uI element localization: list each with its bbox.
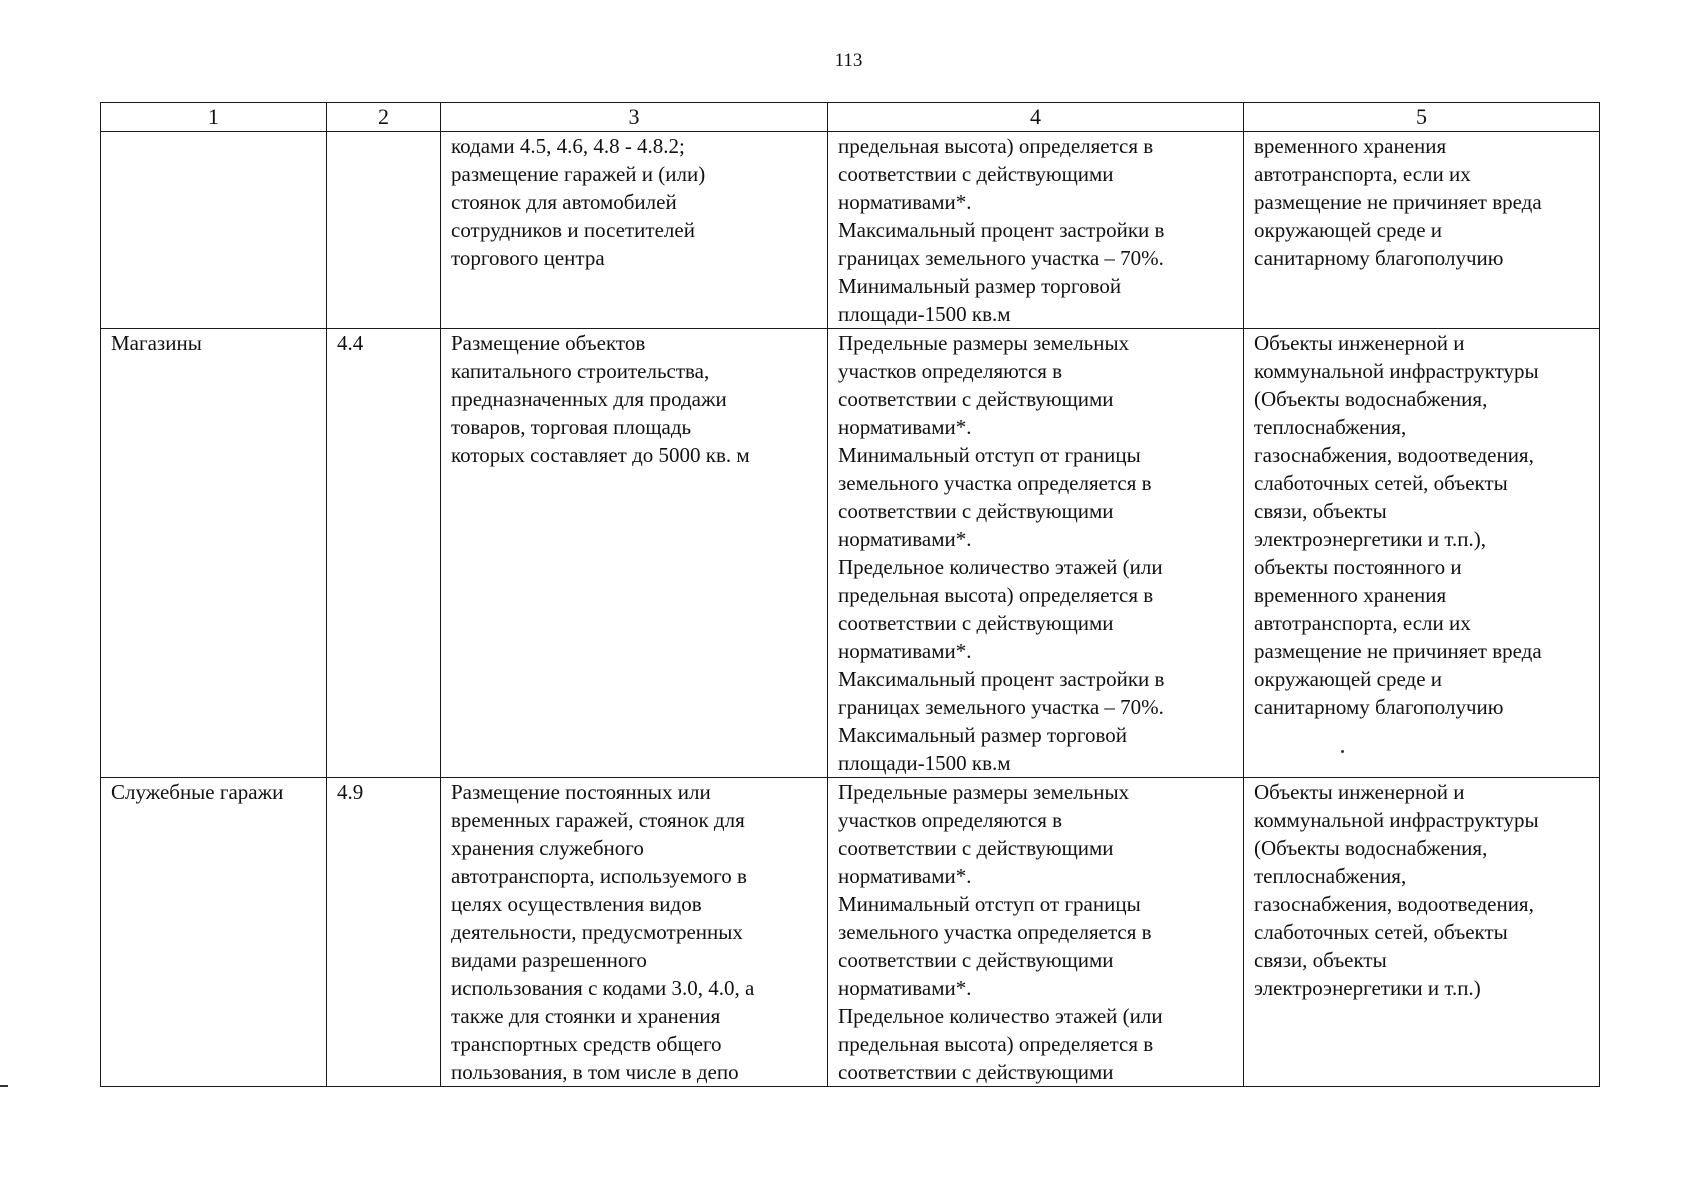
cell-text-line: временного хранения xyxy=(1254,583,1447,607)
cell-text-line: нормативами*. xyxy=(838,976,972,1000)
cell-text-line: окружающей среде и xyxy=(1254,667,1443,691)
cell-text-line: нормативами*. xyxy=(838,527,972,551)
cell-text-line: (Объекты водоснабжения, xyxy=(1254,836,1488,860)
cell-text-line: временных гаражей, стоянок для xyxy=(451,808,745,832)
cell-text-line: соответствии с действующими xyxy=(838,387,1114,411)
cell-text-line: Служебные гаражи xyxy=(111,780,284,804)
cell-text-line: связи, объекты xyxy=(1254,948,1387,972)
cell-text-line: Минимальный отступ от границы xyxy=(838,892,1141,916)
cell-text-line: Объекты инженерной и xyxy=(1254,331,1465,355)
cell-text-line: электроэнергетики и т.п.), xyxy=(1254,527,1486,551)
cell-text-line: размещение гаражей и (или) xyxy=(451,162,706,186)
cell-text-line: видами разрешенного xyxy=(451,948,647,972)
cell-text-line: санитарному благополучию xyxy=(1254,695,1504,719)
cell-text-line: границах земельного участка – 70%. xyxy=(838,695,1164,719)
cell-text-line: Объекты инженерной и xyxy=(1254,780,1465,804)
cell-text-line: также для стоянки и хранения xyxy=(451,1004,721,1028)
cell-text-line: слаботочных сетей, объекты xyxy=(1254,920,1508,944)
cell-text-line: Минимальный отступ от границы xyxy=(838,443,1141,467)
cell-text-line: нормативами*. xyxy=(838,864,972,888)
cell-text-line: теплоснабжения, xyxy=(1254,864,1407,888)
table-cell-col3 xyxy=(441,778,828,1087)
cell-text-line: границах земельного участка – 70%. xyxy=(838,246,1164,270)
cell-text-line: газоснабжения, водоотведения, xyxy=(1254,892,1534,916)
cell-text-line: временного хранения xyxy=(1254,134,1447,158)
cell-text-line: автотранспорта, если их xyxy=(1254,162,1471,186)
cell-text-line: нормативами*. xyxy=(838,639,972,663)
cell-text-line: сотрудников и посетителей xyxy=(451,218,695,242)
cell-text-line: Предельные размеры земельных xyxy=(838,331,1130,355)
cell-text-line: Магазины xyxy=(111,331,202,355)
table-cell-col1 xyxy=(101,778,327,1087)
regulations-table xyxy=(100,102,1600,1087)
cell-text-line: санитарному благополучию xyxy=(1254,246,1504,270)
cell-text-line: площади-1500 кв.м xyxy=(838,302,1011,326)
cell-text-line: соответствии с действующими xyxy=(838,162,1114,186)
cell-text-line: (Объекты водоснабжения, xyxy=(1254,387,1488,411)
cell-text-line: соответствии с действующими xyxy=(838,611,1114,635)
scan-dot-mark xyxy=(1341,750,1344,753)
cell-text-line: слаботочных сетей, объекты xyxy=(1254,471,1508,495)
cell-text-line: участков определяются в xyxy=(838,808,1063,832)
table-row xyxy=(101,132,1600,329)
cell-text-line: целях осуществления видов xyxy=(451,892,702,916)
table-cell-col5 xyxy=(1244,329,1600,778)
table-cell-col3 xyxy=(441,329,828,778)
cell-text-line: размещение не причиняет вреда xyxy=(1254,639,1542,663)
cell-text-line: коммунальной инфраструктуры xyxy=(1254,808,1539,832)
table-cell-col4 xyxy=(828,329,1244,778)
cell-text-line: площади-1500 кв.м xyxy=(838,751,1011,775)
cell-text-line: кодами 4.5, 4.6, 4.8 - 4.8.2; xyxy=(451,134,685,158)
header-cell-1: 1 xyxy=(101,103,327,132)
cell-text-line: предельная высота) определяется в xyxy=(838,134,1154,158)
table-cell-col5 xyxy=(1244,778,1600,1087)
cell-text-line: предельная высота) определяется в xyxy=(838,1032,1154,1056)
cell-text-line: транспортных средств общего xyxy=(451,1032,722,1056)
cell-text-line: соответствии с действующими xyxy=(838,948,1114,972)
cell-text-line: Максимальный процент застройки в xyxy=(838,218,1165,242)
cell-text-line: Минимальный размер торговой xyxy=(838,274,1122,298)
cell-text-line: электроэнергетики и т.п.) xyxy=(1254,976,1481,1000)
cell-text-line: участков определяются в xyxy=(838,359,1063,383)
cell-text-line: связи, объекты xyxy=(1254,499,1387,523)
cell-text-line: использования с кодами 3.0, 4.0, а xyxy=(451,976,755,1000)
cell-text-line: Максимальный процент застройки в xyxy=(838,667,1165,691)
cell-text-line: капитального строительства, xyxy=(451,359,710,383)
cell-text-line: 4.4 xyxy=(337,331,364,355)
table-cell-col2 xyxy=(327,329,441,778)
cell-text-line: предельная высота) определяется в xyxy=(838,583,1154,607)
page-number: 113 xyxy=(834,50,863,71)
cell-text-line: окружающей среде и xyxy=(1254,218,1443,242)
cell-text-line: 4.9 xyxy=(337,780,364,804)
cell-text-line: товаров, торговая площадь xyxy=(451,415,692,439)
cell-text-line: земельного участка определяется в xyxy=(838,920,1152,944)
cell-text-line: соответствии с действующими xyxy=(838,1060,1114,1084)
cell-text-line: объекты постоянного и xyxy=(1254,555,1462,579)
cell-text-line: торгового центра xyxy=(451,246,605,270)
header-cell-2: 2 xyxy=(327,103,441,132)
cell-text-line: Размещение постоянных или xyxy=(451,780,711,804)
cell-text-line: земельного участка определяется в xyxy=(838,471,1152,495)
cell-text-line: Размещение объектов xyxy=(451,331,646,355)
cell-text-line: коммунальной инфраструктуры xyxy=(1254,359,1539,383)
header-cell-4: 4 xyxy=(828,103,1244,132)
cell-text-line: которых составляет до 5000 кв. м xyxy=(451,443,750,467)
cell-text-line: Предельное количество этажей (или xyxy=(838,1004,1163,1028)
table-row xyxy=(101,329,1600,778)
margin-tick-mark xyxy=(0,1085,8,1087)
table-cell-col2 xyxy=(327,132,441,329)
cell-text-line: деятельности, предусмотренных xyxy=(451,920,743,944)
cell-text-line: нормативами*. xyxy=(838,190,972,214)
header-cell-3: 3 xyxy=(441,103,828,132)
cell-text-line: размещение не причиняет вреда xyxy=(1254,190,1542,214)
table-cell-col1 xyxy=(101,329,327,778)
table-cell-col1 xyxy=(101,132,327,329)
cell-text-line: автотранспорта, используемого в xyxy=(451,864,747,888)
cell-text-line: теплоснабжения, xyxy=(1254,415,1407,439)
cell-text-line: газоснабжения, водоотведения, xyxy=(1254,443,1534,467)
table-cell-col4 xyxy=(828,132,1244,329)
table-row xyxy=(101,778,1600,1087)
header-cell-5: 5 xyxy=(1244,103,1600,132)
cell-text-line: предназначенных для продажи xyxy=(451,387,727,411)
cell-text-line: соответствии с действующими xyxy=(838,499,1114,523)
table-cell-col3 xyxy=(441,132,828,329)
cell-text-line: нормативами*. xyxy=(838,415,972,439)
cell-text-line: соответствии с действующими xyxy=(838,836,1114,860)
cell-text-line: Предельное количество этажей (или xyxy=(838,555,1163,579)
table-cell-col5 xyxy=(1244,132,1600,329)
cell-text-line: Предельные размеры земельных xyxy=(838,780,1130,804)
cell-text-line: стоянок для автомобилей xyxy=(451,190,677,214)
table-cell-col2 xyxy=(327,778,441,1087)
table-header-row xyxy=(101,103,1600,132)
table-cell-col4 xyxy=(828,778,1244,1087)
cell-text-line: автотранспорта, если их xyxy=(1254,611,1471,635)
cell-text-line: Максимальный размер торговой xyxy=(838,723,1127,747)
cell-text-line: хранения служебного xyxy=(451,836,644,860)
cell-text-line: пользования, в том числе в депо xyxy=(451,1060,739,1084)
